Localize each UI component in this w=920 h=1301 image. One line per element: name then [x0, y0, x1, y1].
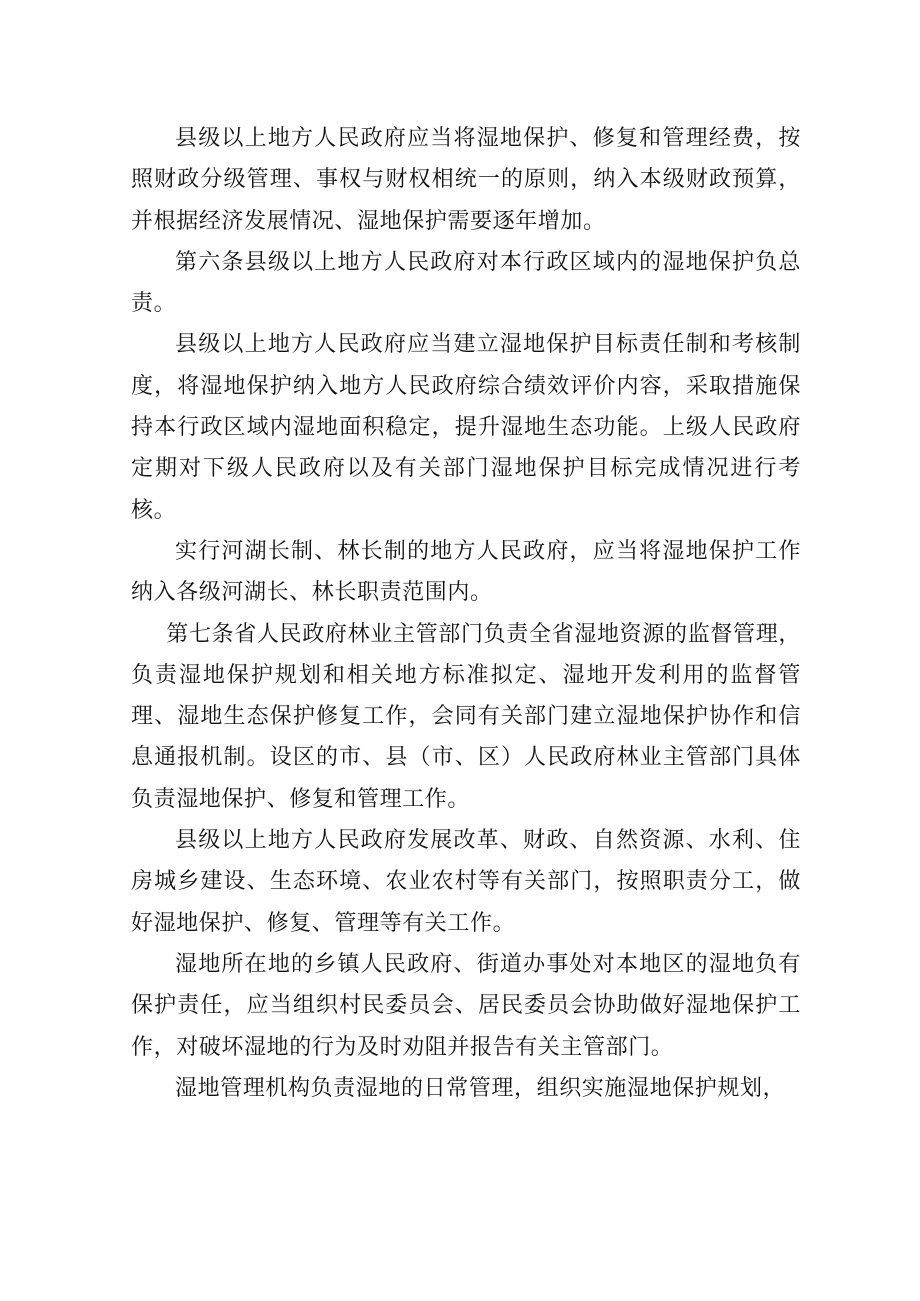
- paragraph-article-6: 第六条县级以上地方人民政府对本行政区域内的湿地保护负总责。: [131, 249, 801, 317]
- document-body: [131, 118, 801, 1109]
- paragraph-departments: 县级以上地方人民政府发展改革、财政、自然资源、水利、住房城乡建设、生态环境、农业农村等有关部门，按照职责分工，做好湿地保护、修复、管理等有关工作。: [131, 828, 801, 936]
- paragraph-funding: 县级以上地方人民政府应当将湿地保护、修复和管理经费，按照财政分级管理、事权与财权相统一的原则，纳入本级财政预算，并根据经济发展情况、湿地保护需要逐年增加。: [131, 126, 801, 234]
- paragraph-article-7: 第七条省人民政府林业主管部门负责全省湿地资源的监督管理，负责湿地保护规划和相关地方标准拟定、湿地开发利用的监督管理、湿地生态保护修复工作，会同有关部门建立湿地保护协作和信息通报机制。设区的市、县（市、区）人民政府林业主管部门具体负责湿地保护、修复和管理工作。: [131, 621, 801, 812]
- paragraph-river-forest-chief: 实行河湖长制、林长制的地方人民政府，应当将湿地保护工作纳入各级河湖长、林长职责范围内。: [131, 538, 801, 606]
- paragraph-responsibility-system: 县级以上地方人民政府应当建立湿地保护目标责任制和考核制度，将湿地保护纳入地方人民政府综合绩效评价内容，采取措施保持本行政区域内湿地面积稳定，提升湿地生态功能。上级人民政府定期对下级人民政府以及有关部门湿地保护目标完成情况进行考核。: [131, 332, 801, 523]
- paragraph-management-agency: 湿地管理机构负责湿地的日常管理，组织实施湿地保护规划，: [175, 1075, 786, 1101]
- paragraph-township: 湿地所在地的乡镇人民政府、街道办事处对本地区的湿地负有保护责任，应当组织村民委员会、居民委员会协助做好湿地保护工作，对破坏湿地的行为及时劝阻并报告有关主管部门。: [131, 951, 801, 1060]
